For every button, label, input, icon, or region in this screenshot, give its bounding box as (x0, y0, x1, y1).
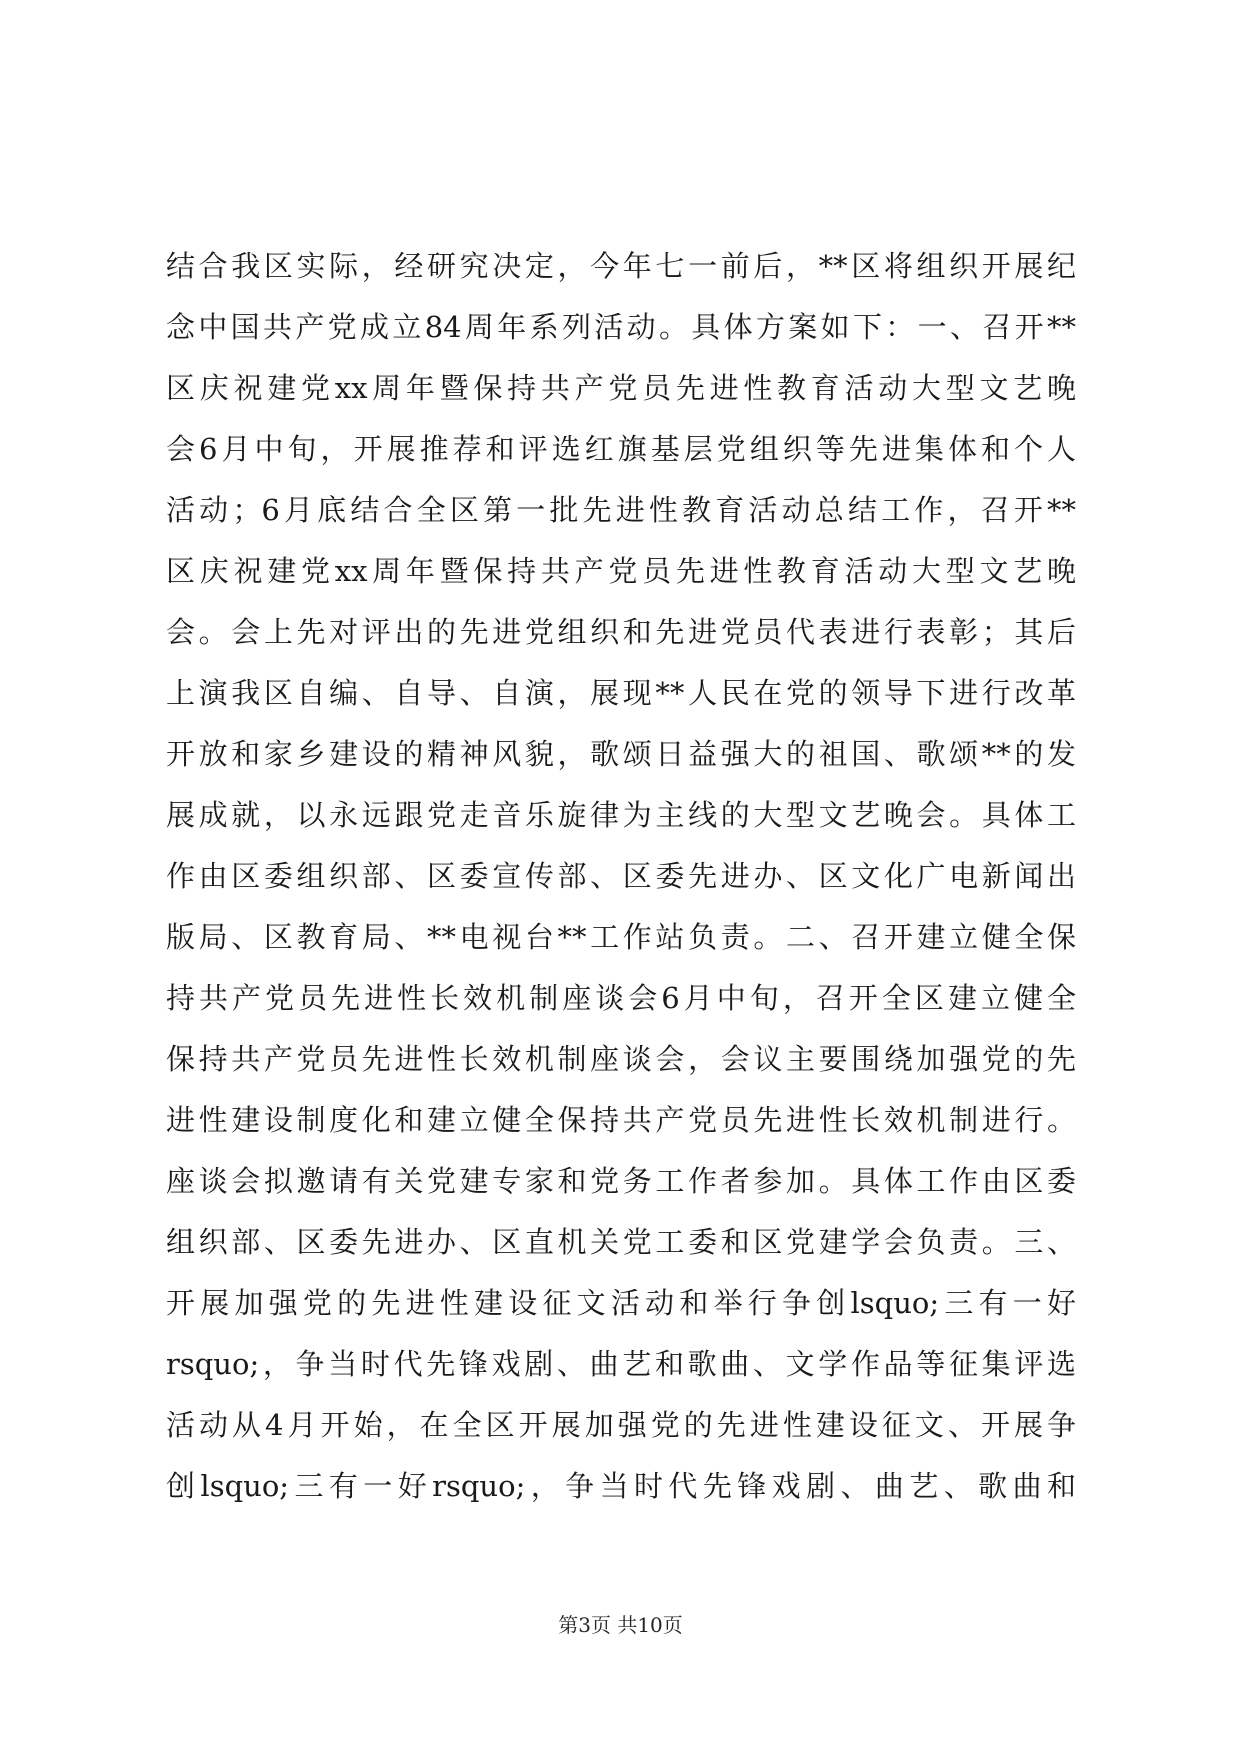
text-line: 展成就，以永远跟党走音乐旋律为主线的大型文艺晚会。具体工 (166, 798, 1076, 832)
text-line: 区庆祝建党xx周年暨保持共产党员先进性教育活动大型文艺晚 (166, 371, 1076, 405)
text-line: 会6月中旬，开展推荐和评选红旗基层党组织等先进集体和个人 (166, 432, 1076, 466)
text-line: 念中国共产党成立84周年系列活动。具体方案如下：一、召开** (166, 310, 1076, 344)
text-line: 版局、区教育局、**电视台**工作站负责。二、召开建立健全保 (166, 920, 1076, 954)
text-line: 座谈会拟邀请有关党建专家和党务工作者参加。具体工作由区委 (166, 1164, 1076, 1198)
text-line: 上演我区自编、自导、自演，展现**人民在党的领导下进行改革 (166, 676, 1076, 710)
text-line: rsquo;，争当时代先锋戏剧、曲艺和歌曲、文学作品等征集评选 (166, 1347, 1076, 1381)
body-text (166, 236, 1076, 1517)
text-line: 持共产党员先进性长效机制座谈会6月中旬，召开全区建立健全 (166, 981, 1076, 1015)
text-line: 组织部、区委先进办、区直机关党工委和区党建学会负责。三、 (166, 1225, 1076, 1259)
text-line: 区庆祝建党xx周年暨保持共产党员先进性教育活动大型文艺晚 (166, 554, 1076, 588)
page-number-footer: 第3页 共10页 (558, 1613, 683, 1637)
text-line: 开放和家乡建设的精神风貌，歌颂日益强大的祖国、歌颂**的发 (166, 737, 1076, 771)
text-line: 会。会上先对评出的先进党组织和先进党员代表进行表彰；其后 (166, 615, 1076, 649)
text-line: 保持共产党员先进性长效机制座谈会，会议主要围绕加强党的先 (166, 1042, 1076, 1076)
text-line: 结合我区实际，经研究决定，今年七一前后，**区将组织开展纪 (166, 249, 1076, 283)
text-line: 创lsquo;三有一好rsquo;，争当时代先锋戏剧、曲艺、歌曲和 (166, 1469, 1076, 1503)
text-line: 活动从4月开始，在全区开展加强党的先进性建设征文、开展争 (166, 1408, 1076, 1442)
text-line: 进性建设制度化和建立健全保持共产党员先进性长效机制进行。 (166, 1103, 1076, 1137)
text-line: 活动；6月底结合全区第一批先进性教育活动总结工作，召开** (166, 493, 1076, 527)
text-line: 作由区委组织部、区委宣传部、区委先进办、区文化广电新闻出 (166, 859, 1076, 893)
text-line: 开展加强党的先进性建设征文活动和举行争创lsquo;三有一好 (166, 1286, 1076, 1320)
